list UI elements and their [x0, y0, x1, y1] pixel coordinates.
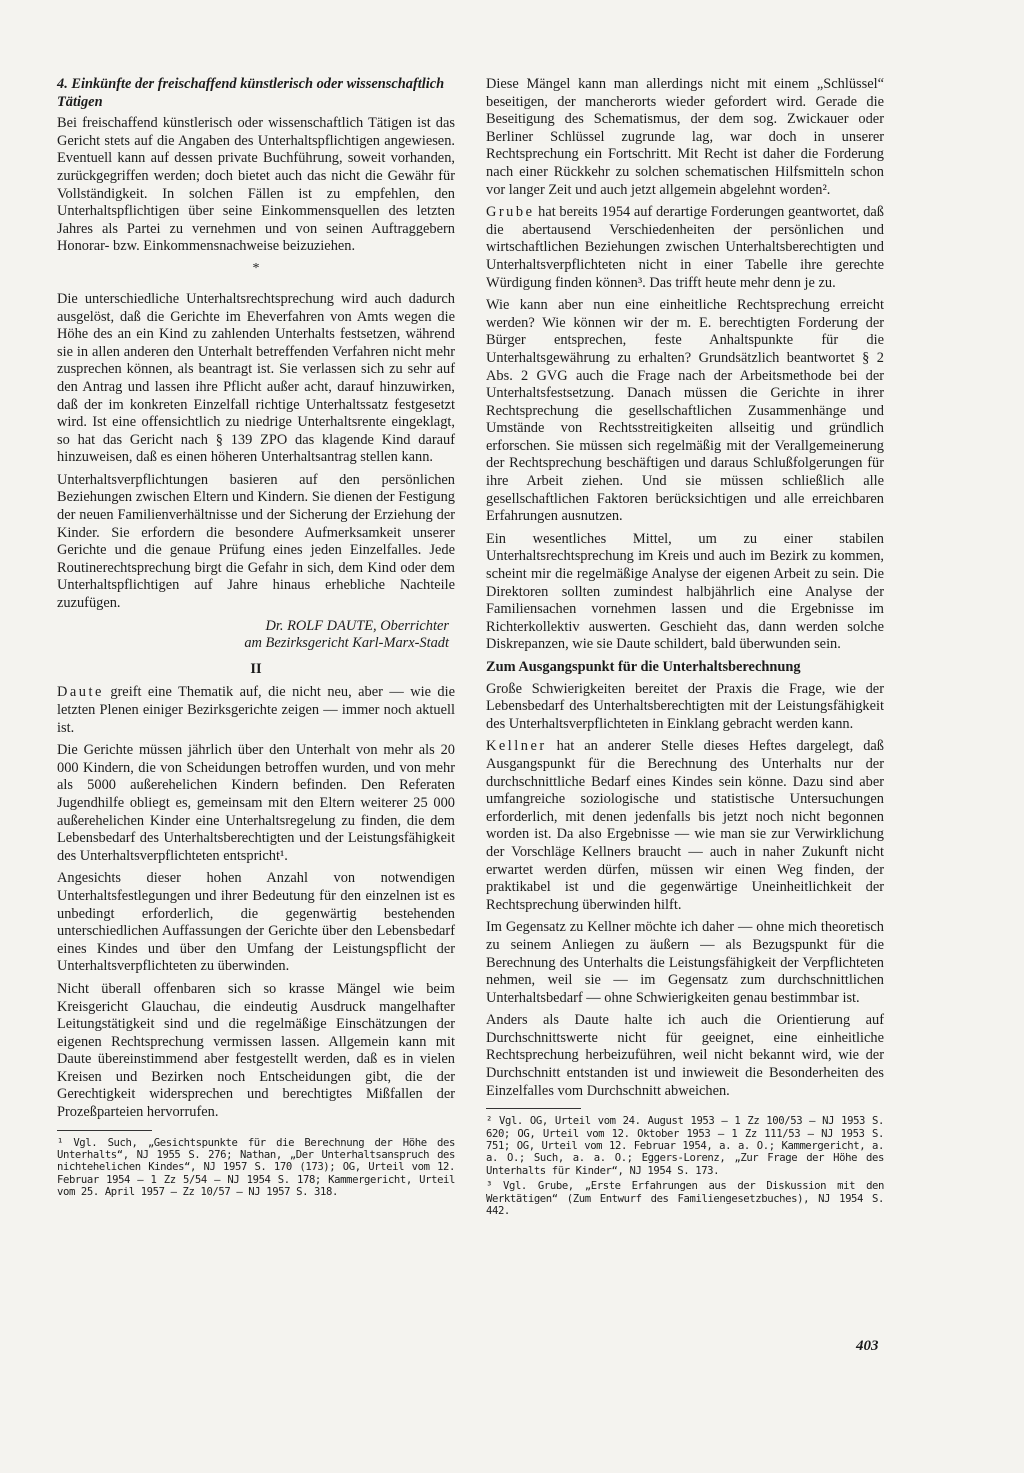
- paragraph: Wie kann aber nun eine einheitliche Rechtsprechung erreicht werden? Wie können wir der m. E. berechtigten Forderung der Bürger entsprechen, feste Anhaltspunkte für die Unterhaltsgewährung zu erhalten? Grundsätzlich beantwortet § 2 Abs. 2 GVG auch die Frage nach der Arbeitsmethode bei der Unterhaltsfestsetzung. Danach müssen die Gerichte in ihrer Rechtsprechung die gesellschaftlichen Zusammenhänge und Umstände von Rechtsstreitigkeiten allseitig und gründlich erforschen. Sie müssen sich regelmäßig mit der Verallgemeinerung der Rechtsprechung beschäftigen und daraus Schlußfolgerungen für ihre Arbeit ziehen. Und sie müssen schließlich alle gesellschaftlichen Faktoren berücksichtigen und alle erreichbaren Erfahrungen ausnutzen.: [486, 297, 884, 525]
- section-heading-4: 4. Einkünfte der freischaffend künstlerisch oder wissenschaftlich Tätigen: [57, 76, 445, 110]
- right-column: [486, 76, 884, 1221]
- footnote-1: ¹ Vgl. Such, „Gesichtspunkte für die Berechnung der Höhe des Unterhalts“, NJ 1955 S. 276; Nathan, „Der Unterhaltsanspruch des nichtehelichen Kindes“, NJ 1957 S. 170 (173); OG, Urteil vom 12. Februar 1954 — 1 Zz 5/54 — NJ 1954 S. 178; Kammergericht, Urteil vom 25. April 1957 — Zz 10/57 — NJ 1957 S. 318.: [57, 1136, 455, 1199]
- paragraph: [57, 684, 455, 737]
- paragraph-text: hat an anderer Stelle dieses Heftes dargelegt, daß Ausgangspunkt für die Berechnung des Unterhalts nur der durchschnittliche Bedarf eines Kindes sein könne. Dazu sind aber umfangreiche soziologische und statistische Untersuchungen erforderlich, mit denen jedenfalls bis jetzt noch nicht begonnen worden ist. Da also Ergebnisse — wie man sie zur Verwirklichung der Vorschläge Kellners braucht — auch in naher Zukunft nicht erwartet werden dürfen, müssen wir einen Weg finden, der praktikabel ist und die gegenwärtige Uneinheitlichkeit der Rechtsprechung überwinden hilft.: [486, 738, 884, 913]
- paragraph: Die unterschiedliche Unterhaltsrechtsprechung wird auch dadurch ausgelöst, daß die Gerichte im Eheverfahren von Amts wegen die Höhe des an ein Kind zu zahlenden Unterhalts festsetzen, während sie in allen anderen den Unterhalt betreffenden Verfahren nicht mehr zusprechen können, als beantragt ist. Sie verlassen sich zu sehr auf den Antrag und lassen ihre Pflicht außer acht, darauf hinzuwirken, daß der im konkreten Einzelfall richtige Unterhaltssatz festgesetzt wird. Ist eine offensichtlich zu niedrige Unterhaltsrente eingeklagt, so hat das Gericht nach § 139 ZPO das klagende Kind darauf hinzuweisen, daß es einen höheren Unterhaltsantrag stellen kann.: [57, 290, 455, 466]
- author-signature: [57, 618, 449, 653]
- section-separator: *: [252, 260, 260, 276]
- spaced-name: Grube: [486, 204, 535, 221]
- footnote-rule: [486, 1108, 581, 1109]
- paragraph: Ein wesentliches Mittel, um zu einer stabilen Unterhaltsrechtsprechung im Kreis und auch im Bezirk zu kommen, scheint mir die regelmäßige Analyse der eigenen Arbeit zu sein. Die Direktoren sollten zumindest halbjährlich eine Analyse der Familiensachen vornehmen lassen und die Ergebnisse im Richterkollektiv auswerten. Geschieht das, dann werden solche Diskrepanzen, wie sie Daute schildert, bald überwunden sein.: [486, 530, 884, 653]
- subheading: Zum Ausgangspunkt für die Unterhaltsberechnung: [486, 659, 801, 675]
- author-affiliation: am Bezirksgericht Karl-Marx-Stadt: [244, 635, 449, 652]
- paragraph: Nicht überall offenbaren sich so krasse Mängel wie beim Kreisgericht Glauchau, die eindeutig Ausdruck mangelhafter Leitungstätigkeit sind und die regelmäßige Einschätzungen der eigenen Rechtsprechung vermissen lassen. Allgemein kann mit Daute übereinstimmend aber festgestellt werden, daß es in vielen Kreisen und Bezirken noch Entscheidungen gibt, die der Gerechtigkeit widersprechen und berechtigtes Mißfallen der Prozeßparteien hervorrufen.: [57, 980, 455, 1121]
- spaced-name: Daute: [57, 684, 104, 701]
- paragraph: [486, 738, 884, 914]
- paragraph: Angesichts dieser hohen Anzahl von notwendigen Unterhaltsfestlegungen und ihrer Bedeutung für den einzelnen ist es unbedingt erforderlich, die gegenwärtig bestehenden unterschiedlichen Auffassungen der Gerichte über den Lebensbedarf eines Kindes und über den Umfang der Leistungspflicht der Unterhaltsverpflichteten zu überwinden.: [57, 870, 455, 975]
- paragraph-text: greift eine Thematik auf, die nicht neu, aber — wie die letzten Plenen einiger Bezirksgerichte zeigen — immer noch aktuell ist.: [57, 684, 455, 736]
- footnote-3: ³ Vgl. Grube, „Erste Erfahrungen aus der Diskussion mit den Werktätigen“ (Zum Entwurf des Familiengesetzbuches), NJ 1954 S. 442.: [486, 1180, 884, 1218]
- paragraph: Im Gegensatz zu Kellner möchte ich daher — ohne mich theoretisch zu seinem Anliegen zu äußern — als Bezugspunkt für die Berechnung des Unterhalts die Leistungsfähigkeit der Verpflichteten nehmen, weil sie — im Gegensatz zum durchschnittlichen Unterhaltsbedarf — ohne Schwierigkeiten genau bestimmbar ist.: [486, 919, 884, 1006]
- paragraph: [486, 204, 884, 292]
- page-number: 403: [856, 1338, 879, 1354]
- section-number-roman: II: [250, 660, 262, 677]
- spaced-name: Kellner: [486, 738, 547, 755]
- paragraph: Diese Mängel kann man allerdings nicht mit einem „Schlüssel“ beseitigen, der mancherorts wieder gefordert wird. Gerade die Beseitigung des Schematismus, der dem sog. Zwickauer oder Berliner Schlüssel zugrunde lag, war doch in unserer Rechtsprechung ein Fortschritt. Mit Recht ist daher die Forderung nach einer Rückkehr zu solchen schematischen Hilfsmitteln schon vor langer Zeit und auch jetzt allgemein abgelehnt worden².: [486, 76, 884, 198]
- author-name: Dr. ROLF DAUTE, Oberrichter: [265, 617, 449, 634]
- paragraph: Große Schwierigkeiten bereitet der Praxis die Frage, wie der Lebensbedarf des Unterhaltsberechtigten mit der Leistungsfähigkeit des Unterhaltsverpflichteten in Einklang gebracht werden kann.: [486, 680, 884, 732]
- paragraph: Anders als Daute halte ich auch die Orientierung auf Durchschnittswerte nicht für geeignet, eine einheitliche Rechtsprechung herbeizuführen, weil nicht bekannt wird, wie der Durchschnitt entstanden ist und inwieweit die Besonderheiten des Einzelfalles vom Durchschnitt abweichen.: [486, 1012, 884, 1099]
- footnote-rule: [57, 1130, 152, 1131]
- paragraph: Die Gerichte müssen jährlich über den Unterhalt von mehr als 20 000 Kindern, die von Scheidungen betroffen wurden, und von mehr als 5000 außerehelichen Kindern befinden. Den Referaten Jugendhilfe obliegt es, gemeinsam mit den Eltern weiterer 25 000 außerehelichen Kinder eine Unterhaltsregelung zu finden, die dem Lebensbedarf des Unterhaltsberechtigten und der Leistungsfähigkeit des Unterhaltsverpflichteten entspricht¹.: [57, 742, 455, 864]
- left-column: [57, 76, 455, 1202]
- paragraph: Unterhaltsverpflichtungen basieren auf den persönlichen Beziehungen zwischen Eltern und Kindern. Sie dienen der Festigung der neuen Familienverhältnisse und der Sicherung der Erziehung der Kinder. Sie erfordern die besondere Aufmerksamkeit unserer Gerichte und die genaue Prüfung eines jeden Einzelfalles. Jede Routinerechtsprechung birgt die Gefahr in sich, dem Kind oder dem Unterhaltspflichtigen auf Jahre hinaus erhebliche Nachteile zuzufügen.: [57, 471, 455, 612]
- paragraph-text: hat bereits 1954 auf derartige Forderungen geantwortet, daß die abertausend Verschiedenheiten der persönlichen und wirtschaftlichen Beziehungen zwischen Unterhaltsberechtigten und Unterhaltsverpflichteten nicht in einer Tabelle ihre gerechte Würdigung finden können³. Das trifft heute mehr denn je zu.: [486, 204, 884, 291]
- paragraph: Bei freischaffend künstlerisch oder wissenschaftlich Tätigen ist das Gericht stets auf die Angaben des Unterhaltspflichtigen angewiesen. Eventuell kann auf dessen private Buchführung, soweit vorhanden, zurückgegriffen werden; doch bietet auch das nicht die Gewähr für Vollständigkeit. In solchen Fällen ist zu empfehlen, den Unterhaltspflichtigen über seine Einkommensquellen des letzten Jahres als Partei zu vernehmen und von seinen Auftraggebern Honorar- bzw. Einkommensnachweise beizuziehen.: [57, 115, 455, 255]
- footnote-2: ² Vgl. OG, Urteil vom 24. August 1953 — 1 Zz 100/53 — NJ 1953 S. 620; OG, Urteil vom 12. Oktober 1953 — 1 Zz 111/53 — NJ 1953 S. 751; OG, Urteil vom 12. Februar 1954, a. a. O.; Kammergericht, a. a. O.; Such, a. a. O.; Eggers-Lorenz, „Zur Frage der Höhe des Unterhalts für Kinder“, NJ 1954 S. 173.: [486, 1115, 884, 1177]
